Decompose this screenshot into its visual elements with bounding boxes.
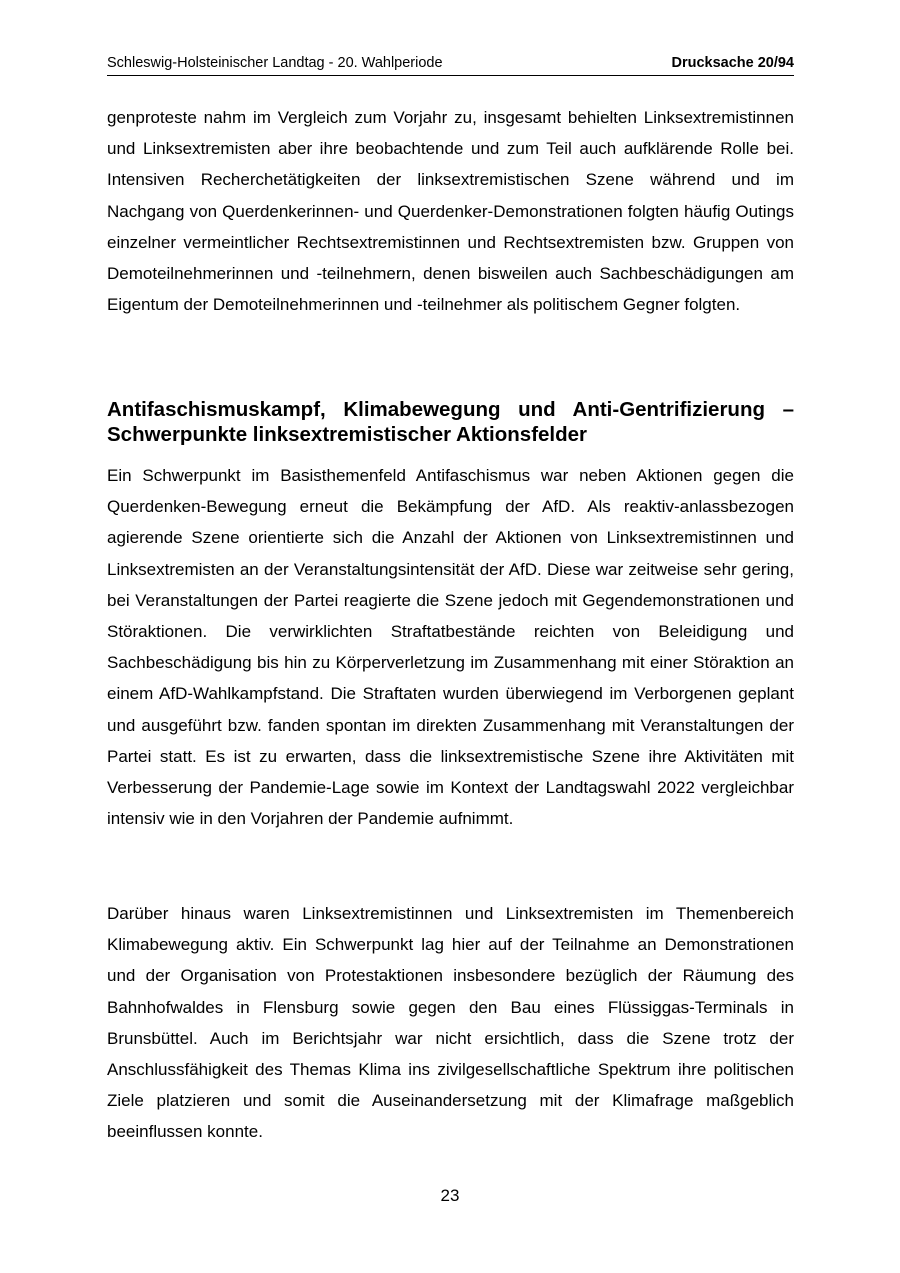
paragraph-antifaschismus: Ein Schwerpunkt im Basisthemenfeld Antifaschismus war neben Aktionen gegen die Querdenken-Bewegung erneut die Bekämpfung der AfD. Als reaktiv-anlassbezogen agierende Szene orientierte sich die Anzahl der Aktionen von Linksextremistinnen und Linksextremisten an der Veranstaltungsintensität der AfD. Diese war zeitweise sehr gering, bei Veranstaltungen der Partei reagierte die Szene jedoch mit Gegendemonstrationen und Störaktionen. Die verwirklichten Straftatbestände reichten von Beleidigung und Sachbeschädigung bis hin zu Körperverletzung im Zusammenhang mit einer Störaktion an einem AfD-Wahlkampfstand. Die Straftaten wurden überwiegend im Verborgenen geplant und ausgeführt bzw. fanden spontan im direkten Zusammenhang mit Veranstaltungen der Partei statt. Es ist zu erwarten, dass die linksextremistische Szene ihre Aktivitäten mit Verbesserung der Pandemie-Lage sowie im Kontext der Landtagswahl 2022 vergleichbar intensiv wie in den Vorjahren der Pandemie aufnimmt. <box>107 466 794 829</box>
running-header <box>107 53 794 76</box>
document-number: Drucksache 20/94 <box>671 55 794 71</box>
page-number: 23 <box>440 1186 460 1205</box>
section-heading: Antifaschismuskampf, Klimabewegung und Anti-Gentrifizierung – Schwerpunkte linksextremistischer Aktionsfelder <box>107 398 794 446</box>
paragraph-continuation: genproteste nahm im Vergleich zum Vorjahr zu, insgesamt behielten Linksextremistinnen und Linksextremisten aber ihre beobachtende und zum Teil auch aufklärende Rolle bei. Intensiven Recherchetätigkeiten der linksextremistischen Szene während und im Nachgang von Querdenkerinnen- und Querdenker-Demonstrationen folgten häufig Outings einzelner vermeintlicher Rechtsextremistinnen und Rechtsextremisten bzw. Gruppen von Demoteilnehmerinnen und -teilnehmern, denen bisweilen auch Sachbeschädigungen am Eigentum der Demoteilnehmerinnen und -teilnehmer als politischem Gegner folgten. <box>107 108 794 315</box>
paragraph-klimabewegung: Darüber hinaus waren Linksextremistinnen und Linksextremisten im Themenbereich Klimabewegung aktiv. Ein Schwerpunkt lag hier auf der Teilnahme an Demonstrationen und der Organisation von Protestaktionen insbesondere bezüglich der Räumung des Bahnhofwaldes in Flensburg sowie gegen den Bau eines Flüssiggas-Terminals in Brunsbüttel. Auch im Berichtsjahr war nicht ersichtlich, dass die Szene trotz der Anschlussfähigkeit des Themas Klima ins zivilgesellschaftliche Spektrum ihre politischen Ziele platzieren und somit die Auseinandersetzung mit der Klimafrage maßgeblich beeinflussen konnte. <box>107 904 794 1142</box>
header-title: Schleswig-Holsteinischer Landtag - 20. Wahlperiode <box>107 55 443 71</box>
